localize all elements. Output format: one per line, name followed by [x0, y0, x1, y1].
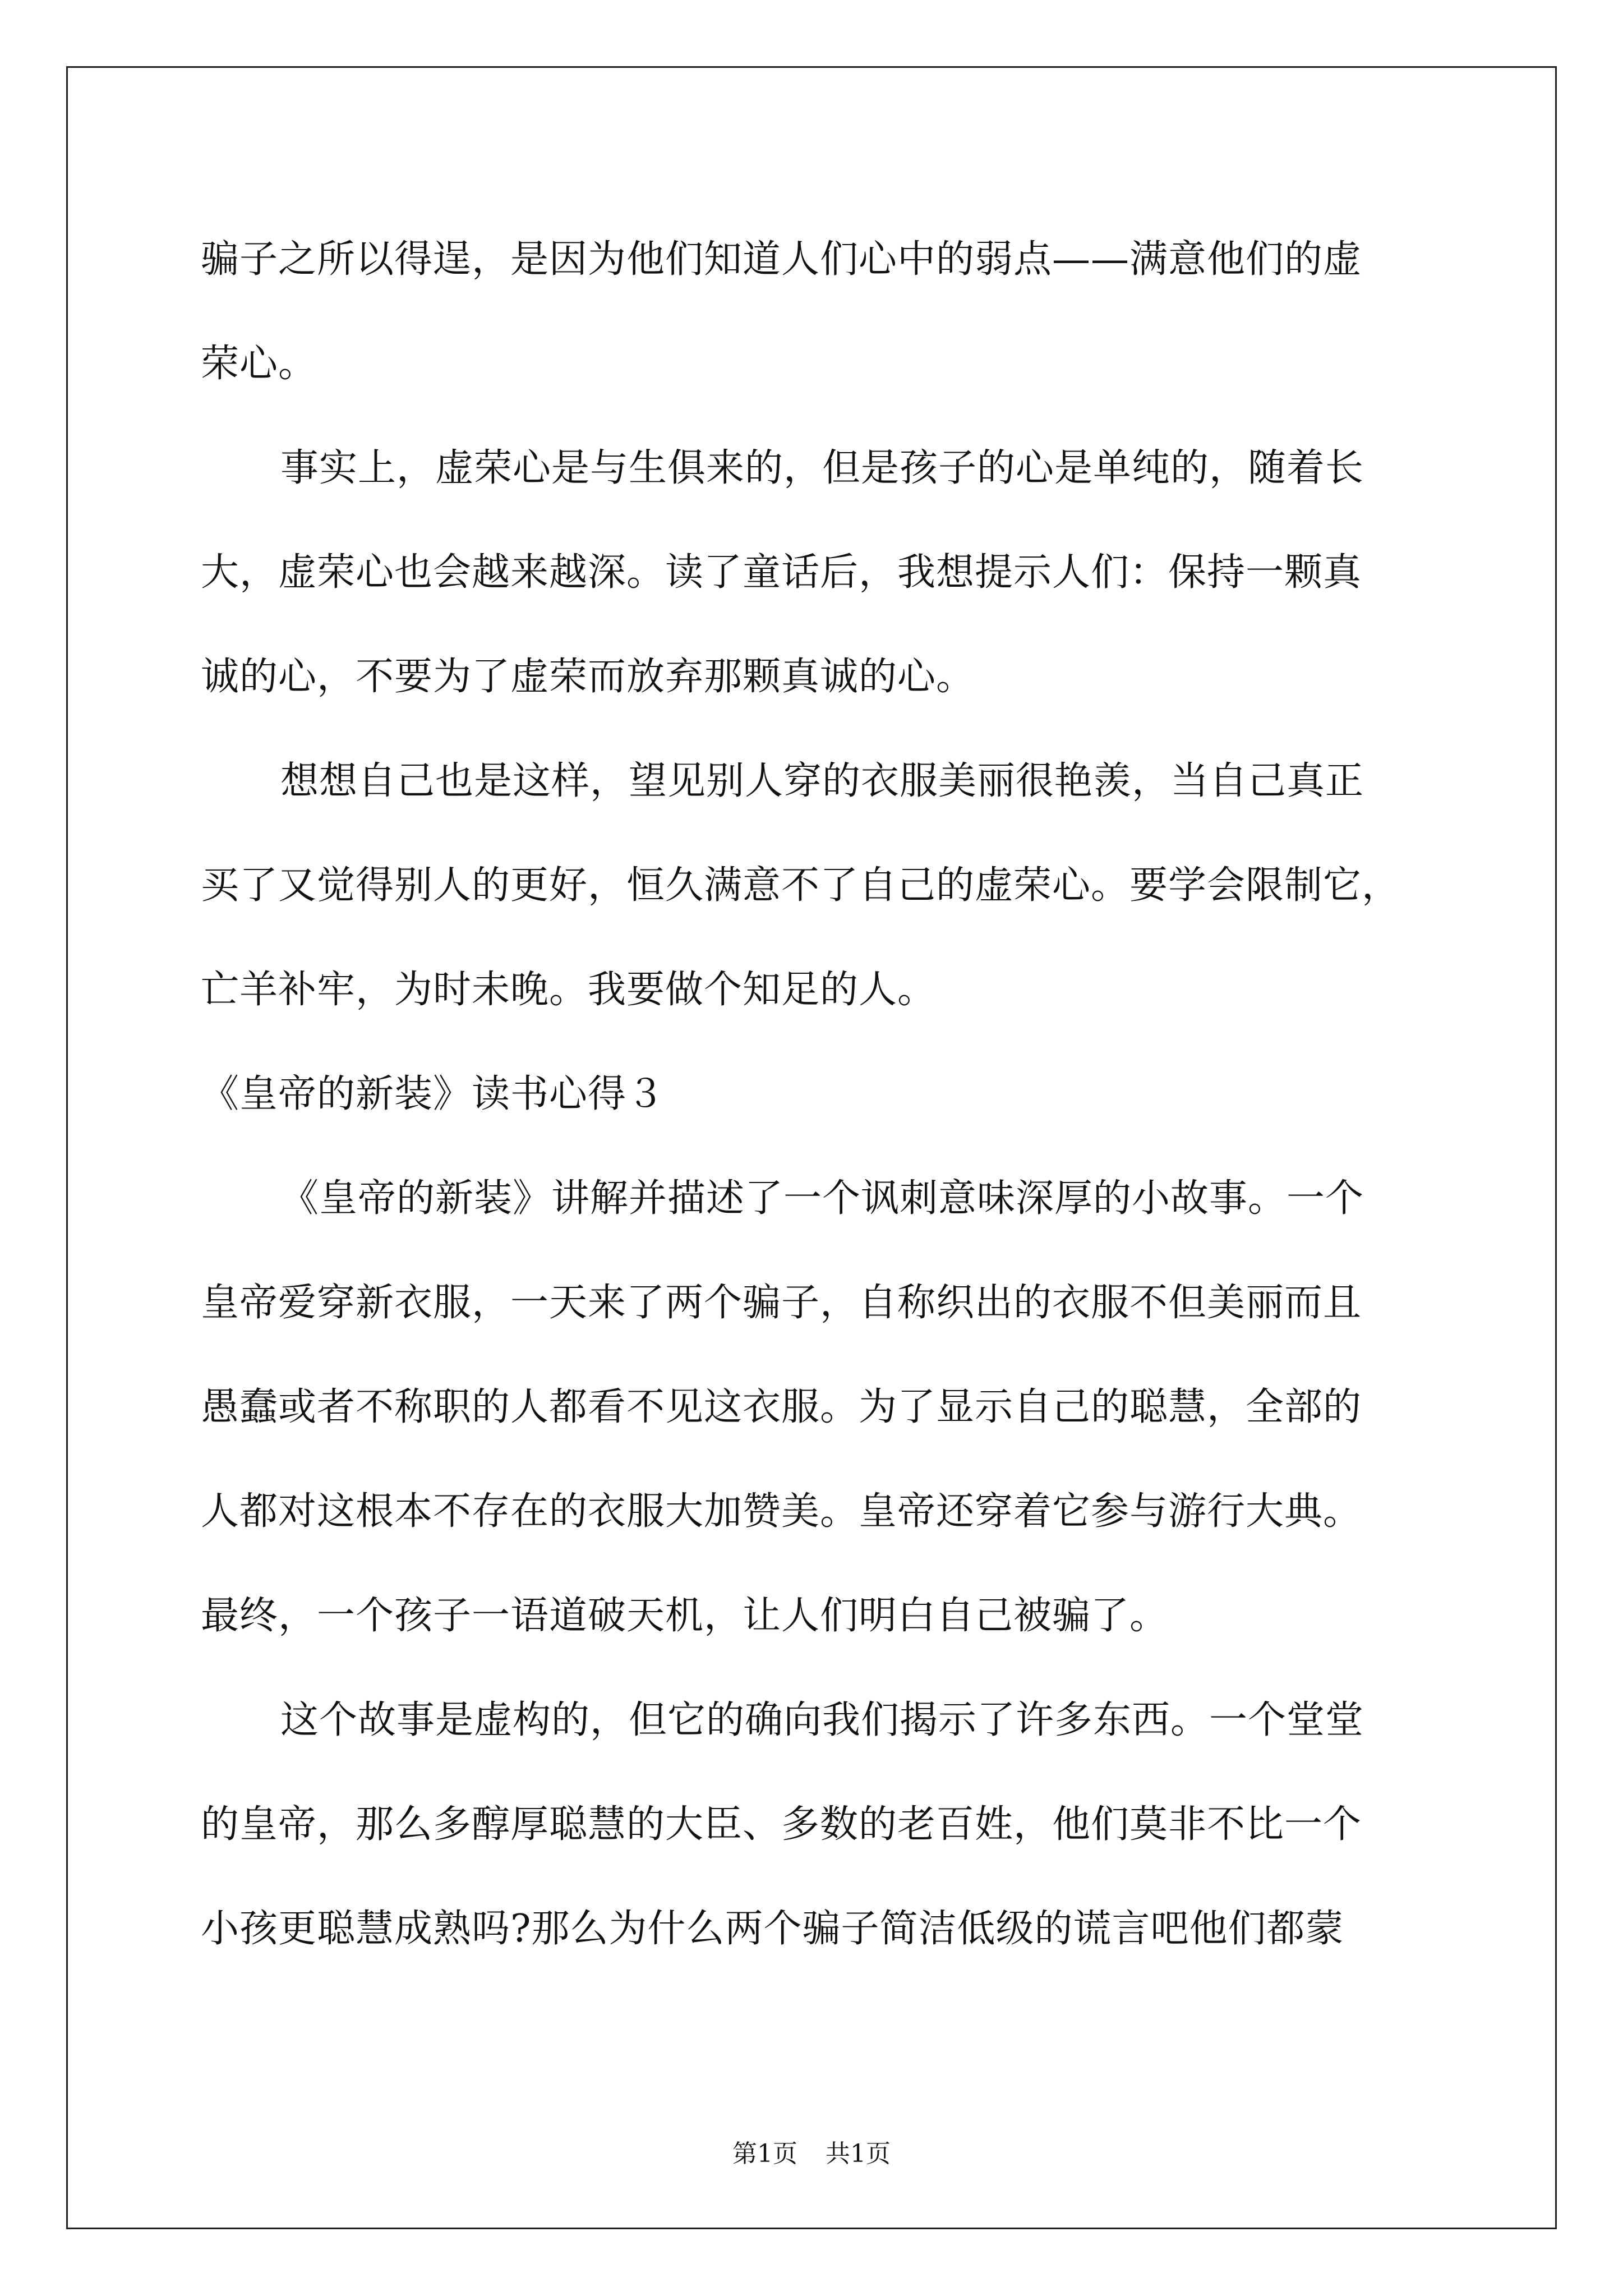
text-line-10: 《皇帝的新装》讲解并描述了一个讽刺意味深厚的小故事。一个 [280, 1176, 1364, 1221]
document-body [201, 208, 1429, 1981]
text-line-17: 小孩更聪慧成熟吗?那么为什么两个骗子简洁低级的谎言吧他们都蒙 [201, 1907, 1344, 1951]
page-number: 第1页 [732, 2139, 797, 2168]
text-line-7: 买了又觉得别人的更好，恒久满意不了自己的虚荣心。要学会限制它， [201, 863, 1401, 908]
text-line-4: 大，虚荣心也会越来越深。读了童话后，我想提示人们：保持一颗真 [201, 550, 1362, 595]
text-line-14: 最终，一个孩子一语道破天机，让人们明白自己被骗了。 [201, 1594, 1169, 1638]
text-line-8: 亡羊补牢，为时未晚。我要做个知足的人。 [201, 968, 937, 1012]
section-heading: 《皇帝的新装》读书心得３ [201, 1072, 666, 1116]
page-footer [0, 2137, 1623, 2171]
text-line-5: 诚的心，不要为了虚荣而放弃那颗真诚的心。 [201, 655, 975, 699]
text-line-12: 愚蠢或者不称职的人都看不见这衣服。为了显示自己的聪慧，全部的 [201, 1385, 1362, 1429]
text-line-2: 荣心。 [201, 342, 317, 386]
text-line-13: 人都对这根本不存在的衣服大加赞美。皇帝还穿着它参与游行大典。 [201, 1489, 1362, 1534]
text-line-6: 想想自己也是这样，望见别人穿的衣服美丽很艳羡，当自己真正 [280, 759, 1364, 803]
text-line-16: 的皇帝，那么多醇厚聪慧的大臣、多数的老百姓，他们莫非不比一个 [201, 1802, 1362, 1847]
text-line-11: 皇帝爱穿新衣服，一天来了两个骗子，自称织出的衣服不但美丽而且 [201, 1281, 1362, 1325]
text-line-15: 这个故事是虚构的，但它的确向我们揭示了许多东西。一个堂堂 [280, 1698, 1364, 1742]
text-line-3: 事实上，虚荣心是与生俱来的，但是孩子的心是单纯的，随着长 [280, 446, 1364, 490]
page-total: 共1页 [826, 2139, 891, 2168]
text-line-1: 骗子之所以得逞，是因为他们知道人们心中的弱点——满意他们的虚 [201, 237, 1362, 282]
